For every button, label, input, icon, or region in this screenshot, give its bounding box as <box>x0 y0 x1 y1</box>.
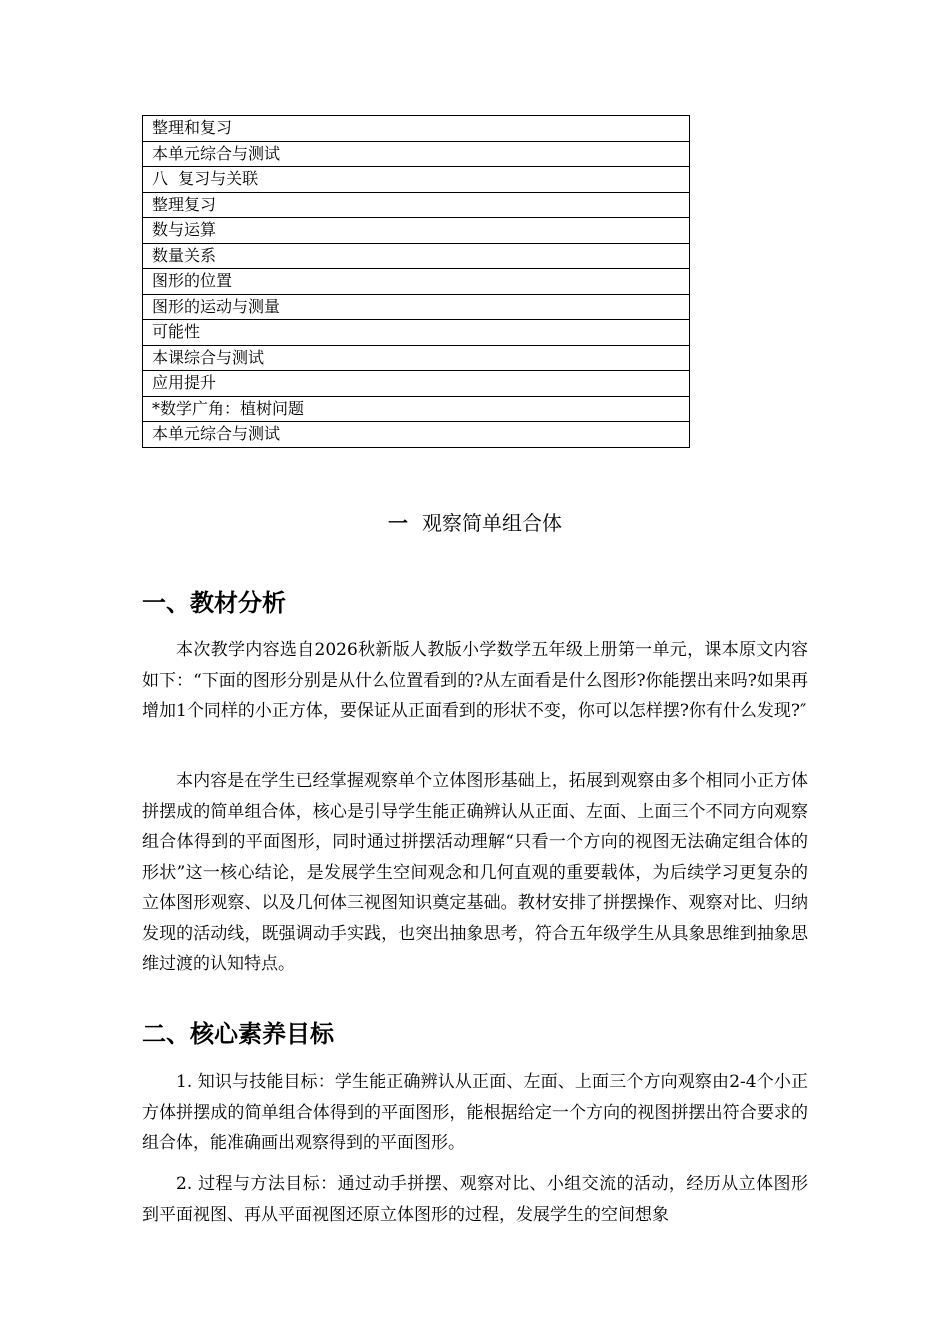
toc-cell: 本单元综合与测试 <box>143 422 690 448</box>
toc-cell: 图形的位置 <box>143 269 690 295</box>
toc-cell: 本课综合与测试 <box>143 345 690 371</box>
toc-cell: 整理和复习 <box>143 116 690 142</box>
toc-row <box>143 345 690 371</box>
toc-cell: 应用提升 <box>143 371 690 397</box>
paragraph: 本次教学内容选自2026秋新版人教版小学数学五年级上册第一单元，课本原文内容如下：“下面的图形分别是从什么位置看到的?从左面看是什么图形?你能摆出来吗?如果再增加1个同样的小正方体，要保证从正面看到的形状不变，你可以怎样摆?你有什么发现?″ <box>142 640 808 721</box>
toc-row <box>143 371 690 397</box>
toc-row <box>143 243 690 269</box>
toc-cell: 整理复习 <box>143 192 690 218</box>
paragraph: 2. 过程与方法目标：通过动手拼摆、观察对比、小组交流的活动，经历从立体图形到平面视图、再从平面视图还原立体图形的过程，发展学生的空间想象 <box>142 1174 808 1225</box>
paragraph: 本内容是在学生已经掌握观察单个立体图形基础上，拓展到观察由多个相同小正方体拼摆成的简单组合体，核心是引导学生能正确辨认从正面、左面、上面三个不同方向观察组合体得到的平面图形，同时通过拼摆活动理解“只看一个方向的视图无法确定组合体的形状”这一核心结论，是发展学生空间观念和几何直观的重要载体，为后续学习更复杂的立体图形观察、以及几何体三视图知识奠定基础。教材安排了拼摆操作、观察对比、归纳发现的活动线，既强调动手实践，也突出抽象思考，符合五年级学生从具象思维到抽象思维过渡的认知特点。 <box>142 771 808 974</box>
toc-cell: *数学广角：植树问题 <box>143 396 690 422</box>
toc-row <box>143 320 690 346</box>
paragraph: 1. 知识与技能目标：学生能正确辨认从正面、左面、上面三个方向观察由2-4个小正方体拼摆成的简单组合体得到的平面图形，能根据给定一个方向的视图拼摆出符合要求的组合体，能准确画出观察得到的平面图形。 <box>142 1072 808 1153</box>
toc-row <box>143 167 690 193</box>
toc-cell: 数量关系 <box>143 243 690 269</box>
chapter-name: 观察简单组合体 <box>422 511 562 535</box>
toc-table <box>142 115 690 448</box>
toc-row <box>143 116 690 142</box>
toc-cell: 可能性 <box>143 320 690 346</box>
toc-cell: 数与运算 <box>143 218 690 244</box>
section-heading-analysis: 一、教材分析 <box>142 589 286 617</box>
toc-row <box>143 396 690 422</box>
toc-cell: 图形的运动与测量 <box>143 294 690 320</box>
section-heading-goals: 二、核心素养目标 <box>142 1020 334 1048</box>
toc-cell: 八 复习与关联 <box>143 167 690 193</box>
toc-row <box>143 192 690 218</box>
toc-row <box>143 422 690 448</box>
toc-cell: 本单元综合与测试 <box>143 141 690 167</box>
toc-row <box>143 141 690 167</box>
chapter-number: 一 <box>388 511 408 535</box>
chapter-title <box>0 507 950 539</box>
toc-row <box>143 294 690 320</box>
toc-row <box>143 269 690 295</box>
toc-row <box>143 218 690 244</box>
